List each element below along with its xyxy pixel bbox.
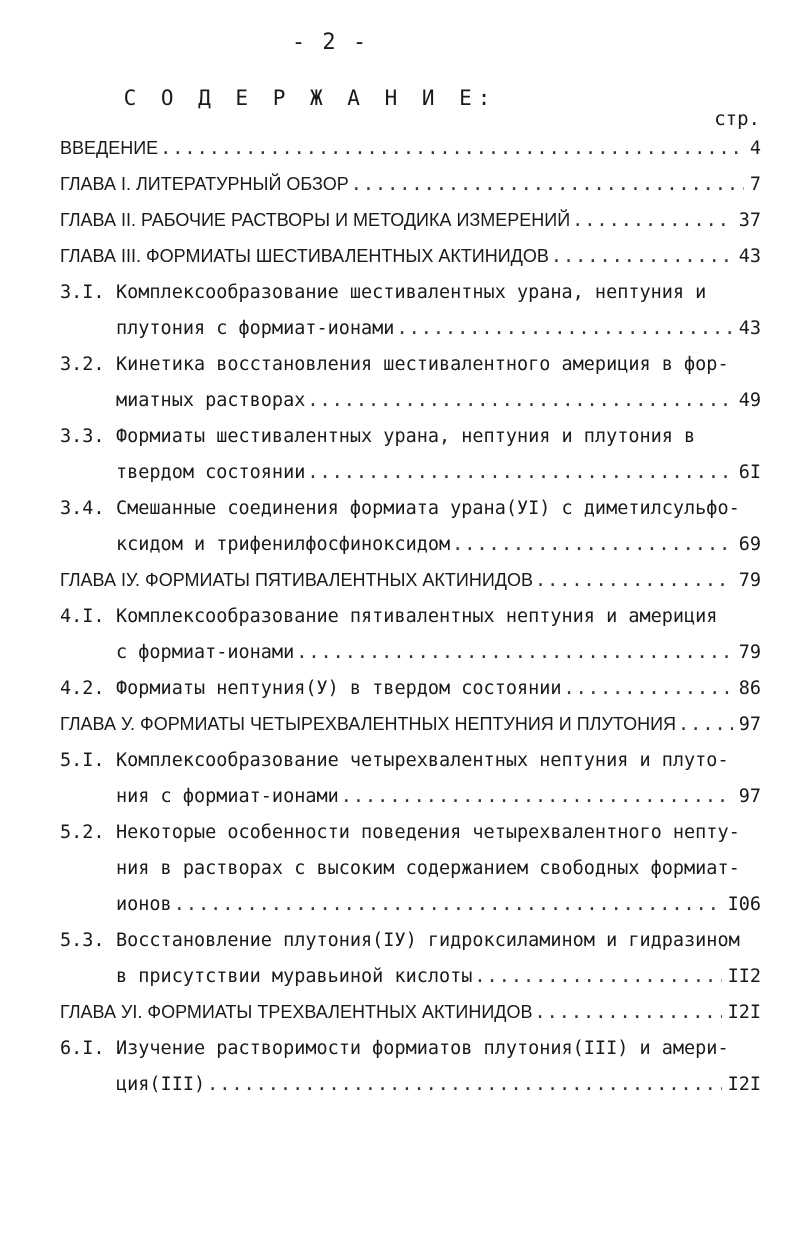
leader-dots xyxy=(396,318,732,339)
toc-label: ния в растворах с высоким содержанием свободных формиат- xyxy=(116,858,740,879)
toc-label: Кинетика восстановления шестивалентного америция в фор- xyxy=(116,354,729,375)
toc-page: I2I xyxy=(727,1074,761,1095)
toc-page: 49 xyxy=(738,390,761,411)
toc-label: Комплексообразование пятивалентных нептуния и америция xyxy=(116,606,718,627)
toc-label: Комплексообразование шестивалентных урана, нептуния и xyxy=(116,282,707,303)
toc-label: Изучение растворимости формиатов плутония(III) и амери- xyxy=(116,1038,729,1059)
toc-label: ция(III) xyxy=(116,1074,206,1095)
leader-dots xyxy=(160,138,744,159)
page-number: - 2 - xyxy=(291,30,369,55)
toc-entry-3-3-continued xyxy=(116,462,761,492)
toc-entry-chapter-5 xyxy=(60,714,761,744)
page-title: С О Д Е Р Ж А Н И Е: xyxy=(123,86,497,110)
toc-label: ГЛАВА УI. ФОРМИАТЫ ТРЕХВАЛЕНТНЫХ АКТИНИДОВ xyxy=(60,1002,533,1022)
toc-page: 4 xyxy=(749,138,761,159)
toc-entry-5-2 xyxy=(60,822,761,852)
toc-label: ГЛАВА У. ФОРМИАТЫ ЧЕТЫРЕХВАЛЕНТНЫХ НЕПТУНИЯ И ПЛУТОНИЯ xyxy=(60,714,677,734)
toc-label: ВВЕДЕНИЕ xyxy=(60,138,159,158)
leader-dots xyxy=(307,462,732,483)
toc-entry-4-1-continued xyxy=(116,642,761,672)
leader-dots xyxy=(535,1002,722,1023)
toc-label: Смешанные соединения формиата урана(УI) с диметилсульфо- xyxy=(116,498,740,519)
toc-section-number: 4.I. xyxy=(60,606,105,627)
toc-page: I2I xyxy=(727,1002,761,1023)
leader-dots xyxy=(535,570,733,591)
toc-entry-chapter-3 xyxy=(60,246,761,276)
toc-entry-5-3-continued xyxy=(116,966,761,996)
toc-entry-3-2-continued xyxy=(116,390,761,420)
toc-entry-5-1 xyxy=(60,750,761,780)
leader-dots xyxy=(307,390,732,411)
leader-dots xyxy=(207,1074,721,1095)
toc-label: ГЛАВА III. ФОРМИАТЫ ШЕСТИВАЛЕНТНЫХ АКТИНИДОВ xyxy=(60,246,549,266)
toc-section-number: 3.I. xyxy=(60,282,105,303)
toc-section-number: 3.4. xyxy=(60,498,105,519)
toc-entry-6-1-continued xyxy=(116,1074,761,1104)
toc-entry-4-2 xyxy=(60,678,761,708)
toc-entry-5-2-continued xyxy=(116,858,761,888)
toc-page: 37 xyxy=(738,210,761,231)
toc-label: Восстановление плутония(IУ) гидроксиламином и гидразином xyxy=(116,930,740,951)
toc-page: I06 xyxy=(727,894,761,915)
toc-section-number: 5.I. xyxy=(60,750,105,771)
toc-label: ксидом и трифенилфосфиноксидом xyxy=(116,534,451,555)
toc-label: ГЛАВА II. РАБОЧИЕ РАСТВОРЫ И МЕТОДИКА ИЗМЕРЕНИЙ xyxy=(60,210,571,230)
toc-entry-chapter-2 xyxy=(60,210,761,240)
leader-dots xyxy=(564,678,733,699)
toc-page: 79 xyxy=(738,642,761,663)
toc-section-number: 6.I. xyxy=(60,1038,105,1059)
toc-entry-3-3 xyxy=(60,426,761,456)
toc-entry-3-2 xyxy=(60,354,761,384)
toc-entry-3-1-continued xyxy=(116,318,761,348)
toc-section-number: 5.3. xyxy=(60,930,105,951)
toc-entry-chapter-1 xyxy=(60,174,761,204)
toc-label: ГЛАВА IУ. ФОРМИАТЫ ПЯТИВАЛЕНТНЫХ АКТИНИДОВ xyxy=(60,570,533,590)
toc-label: в присутствии муравьиной кислоты xyxy=(116,966,473,987)
leader-dots xyxy=(474,966,721,987)
toc-page: 7 xyxy=(749,174,761,195)
toc-page: 43 xyxy=(738,318,761,339)
toc-entry-chapter-6 xyxy=(60,1002,761,1032)
toc-label: твердом состоянии xyxy=(116,462,306,483)
toc-page: 6I xyxy=(738,462,761,483)
toc-entry-3-4-continued xyxy=(116,534,761,564)
toc-page: 97 xyxy=(738,786,761,807)
toc-entry-5-3 xyxy=(60,930,761,960)
toc-section-number: 3.2. xyxy=(60,354,105,375)
leader-dots xyxy=(341,786,733,807)
leader-dots xyxy=(572,210,733,231)
toc-label: Комплексообразование четырехвалентных нептуния и плуто- xyxy=(116,750,729,771)
toc-entry-4-1 xyxy=(60,606,761,636)
toc-entry-3-1 xyxy=(60,282,761,312)
leader-dots xyxy=(452,534,733,555)
page-column-header: стр. xyxy=(714,108,760,130)
toc-entry-5-1-continued xyxy=(116,786,761,816)
leader-dots xyxy=(296,642,733,663)
toc-label: плутония с формиат-ионами xyxy=(116,318,395,339)
toc-entry-chapter-4 xyxy=(60,570,761,600)
toc-entry-6-1 xyxy=(60,1038,761,1068)
toc-label: миатных растворах xyxy=(116,390,306,411)
toc-page: 86 xyxy=(738,678,761,699)
toc-page: 79 xyxy=(738,570,761,591)
leader-dots xyxy=(174,894,722,915)
toc-entry-3-4 xyxy=(60,498,761,528)
toc-label: Формиаты нептуния(У) в твердом состоянии xyxy=(116,678,562,699)
toc-label: с формиат-ионами xyxy=(116,642,295,663)
toc-page: 69 xyxy=(738,534,761,555)
toc-page: 97 xyxy=(738,714,761,735)
toc-label: ния с формиат-ионами xyxy=(116,786,339,807)
toc-section-number: 5.2. xyxy=(60,822,105,843)
toc-label: ионов xyxy=(116,894,172,915)
leader-dots xyxy=(678,714,733,735)
toc-entry-intro xyxy=(60,138,761,168)
toc-entry-5-2-continued-2 xyxy=(116,894,761,924)
leader-dots xyxy=(351,174,744,195)
toc-label: Некоторые особенности поведения четырехвалентного непту- xyxy=(116,822,740,843)
toc-section-number: 4.2. xyxy=(60,678,105,699)
leader-dots xyxy=(551,246,733,267)
toc-section-number: 3.3. xyxy=(60,426,105,447)
toc-label: Формиаты шестивалентных урана, нептуния и плутония в xyxy=(116,426,696,447)
toc-label: ГЛАВА I. ЛИТЕРАТУРНЫЙ ОБЗОР xyxy=(60,174,349,194)
toc-page: II2 xyxy=(727,966,761,987)
toc-page: 43 xyxy=(738,246,761,267)
